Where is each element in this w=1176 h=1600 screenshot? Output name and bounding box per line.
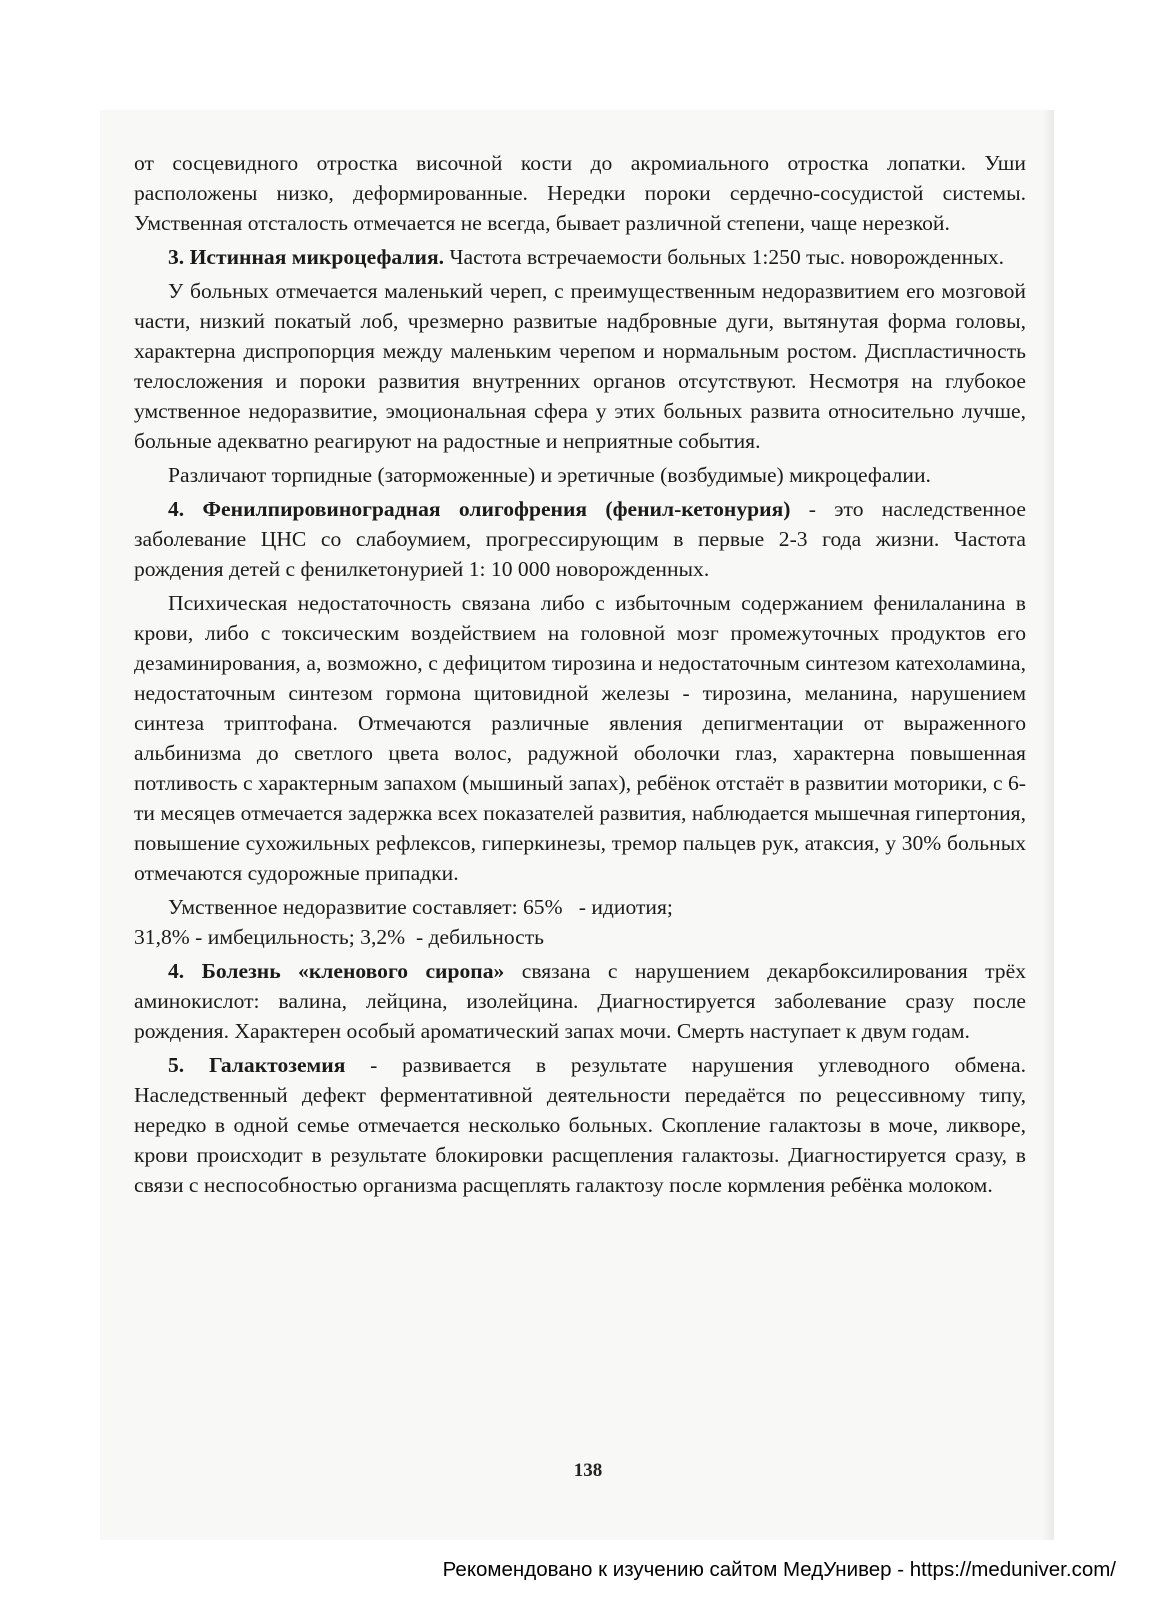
paragraph-6: Психическая недостаточность связана либо с избыточным содержанием фенилаланина в крови, либо с токсическим воздействием на головной мозг промежуточных продуктов его дезаминирования, а, возможно, с дефицитом тирозина и недостаточным синтезом катехоламина, недостаточным синтезом гормона щитовидной железы - тирозина, меланина, нарушением синтеза триптофана. Отмечаются различные явления депигментации от выраженного альбинизма до светлого цвета волос, радужной оболочки глаз, характерна повышенная потливость с характерным запахом (мышиный запах), ребёнок отстаёт в развитии моторики, с 6-ти месяцев отмечается задержка всех показателей развития, наблюдается мышечная гипертония, повышение сухожильных рефлексов, гиперкинезы, тремор пальцев рук, атаксия, у 30% больных отмечаются судорожные припадки. xyxy=(134,591,1026,885)
paragraph-4: Различают торпидные (заторможенные) и эретичные (возбудимые) микроцефалии. xyxy=(168,463,931,487)
document-body xyxy=(134,148,1026,1204)
footer-recommendation: Рекомендовано к изучению сайтом МедУнивер - https://meduniver.com/ xyxy=(442,1558,1116,1581)
paragraph-10-heading-galactosemia: 5. Галактоземия - развивается в результате нарушения углеводного обмена. Наследственный дефект ферментативной деятельности передаётся по рецессивному типу, нередко в одной семье отмечается несколько больных. Скопление галактозы в моче, ликворе, крови происходит в результате блокировки расщепления галактозы. Диагностируется сразу, в связи с неспособностью организма расщеплять галактозу после кормления ребёнка молоком. xyxy=(134,1053,1026,1197)
paragraph-9-heading-msud: 4. Болезнь «кленового сиропа» связана с нарушением декарбоксилирования трёх аминокислот: валина, лейцина, изолейцина. Диагностируется заболевание сразу после рождения. Характерен особый ароматический запах мочи. Смерть наступает к двум годам. xyxy=(134,959,1026,1043)
paragraph-1: от сосцевидного отростка височной кости до акромиального отростка лопатки. Уши расположены низко, деформированные. Нередки пороки сердечно-сосудистой системы. Умственная отсталость отмечается не всегда, бывает различной степени, чаще нерезкой. xyxy=(134,151,1026,235)
paragraph-5-heading-pku: 4. Фенилпировиноградная олигофрения (фенил-кетонурия) - это наследственное заболевание ЦНС со слабоумием, прогрессирующим в первые 2-3 года жизни. Частота рождения детей с фенилкетонурией 1: 10 000 новорожденных. xyxy=(134,497,1027,581)
paragraph-7: Умственное недоразвитие составляет: 65% - идиотия; xyxy=(168,895,673,919)
paragraph-2-heading-microcephaly: 3. Истинная микроцефалия. Частота встречаемости больных 1:250 тыс. новорожденных. xyxy=(168,245,1005,269)
paragraph-8: 31,8% - имбецильность; 3,2% - дебильность xyxy=(134,925,545,949)
page-edge-shadow xyxy=(1042,110,1054,1540)
paragraph-3: У больных отмечается маленький череп, с преимущественным недоразвитием его мозговой части, низкий покатый лоб, чрезмерно развитые надбровные дуги, вытянутая форма головы, характерна диспропорция между маленьким черепом и нормальным ростом. Диспластичность телосложения и пороки развития внутренних органов отсутствуют. Несмотря на глубокое умственное недоразвитие, эмоциональная сфера у этих больных развита относительно лучше, больные адекватно реагируют на радостные и неприятные события. xyxy=(134,279,1026,453)
page-number: 138 xyxy=(573,1460,603,1481)
